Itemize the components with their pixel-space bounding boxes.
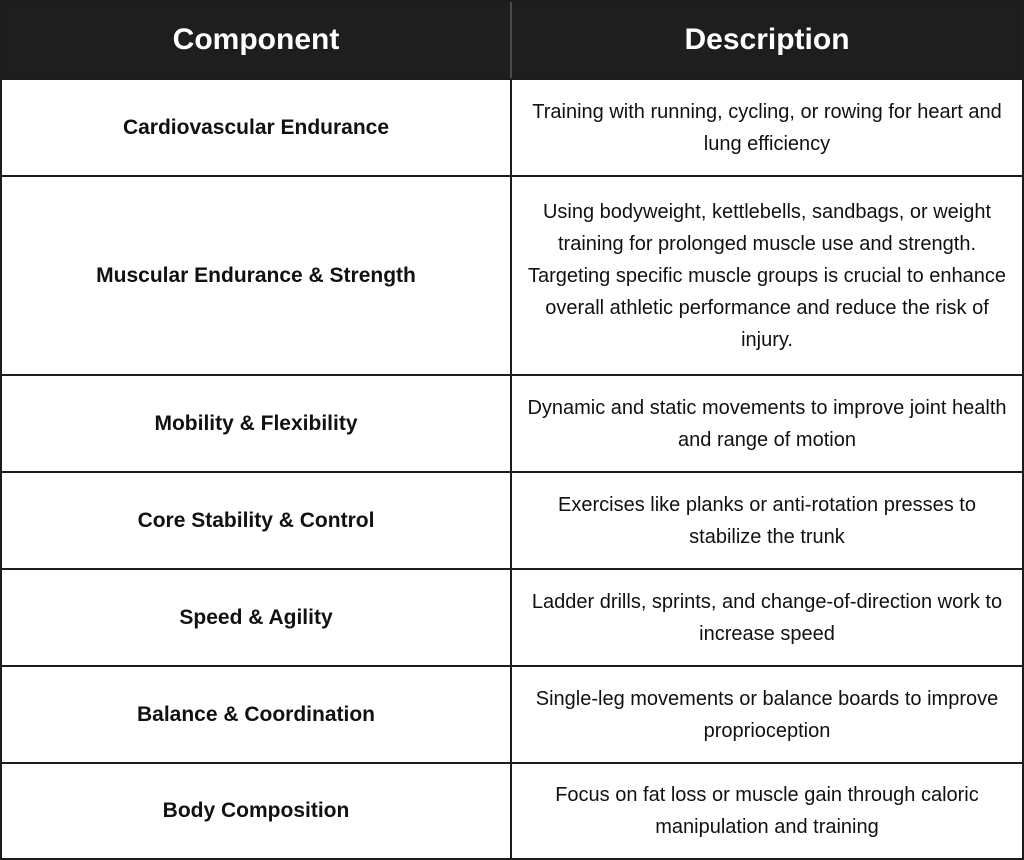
description-cell: Exercises like planks or anti-rotation presses to stabilize the trunk [558,493,976,548]
table-row [2,568,1022,665]
component-cell: Speed & Agility [2,570,512,665]
table-row [2,665,1022,762]
table-row [2,762,1022,858]
table-row [2,175,1022,374]
component-cell: Body Composition [2,764,512,858]
description-cell: Dynamic and static movements to improve joint health and range of motion [527,396,1007,451]
header-component: Component [2,2,512,78]
description-cell: Ladder drills, sprints, and change-of-direction work to increase speed [531,590,1003,645]
description-cell: Using bodyweight, kettlebells, sandbags, or weight training for prolonged muscle use and strength. Targeting specific muscle groups is crucial to enhance overall athletic performance and reduce the risk of injury. [527,200,1007,351]
component-cell: Mobility & Flexibility [2,376,512,471]
component-cell: Muscular Endurance & Strength [2,177,512,374]
description-cell: Training with running, cycling, or rowing for heart and lung efficiency [532,100,1002,155]
description-cell: Single-leg movements or balance boards to improve proprioception [535,687,999,742]
component-cell: Cardiovascular Endurance [2,80,512,175]
table-row [2,374,1022,471]
table-row [2,78,1022,175]
component-cell: Core Stability & Control [2,473,512,568]
description-cell: Focus on fat loss or muscle gain through caloric manipulation and training [555,784,979,838]
header-description: Description [684,23,850,56]
component-cell: Balance & Coordination [2,667,512,762]
table-header-row [2,2,1022,78]
table-row [2,471,1022,568]
